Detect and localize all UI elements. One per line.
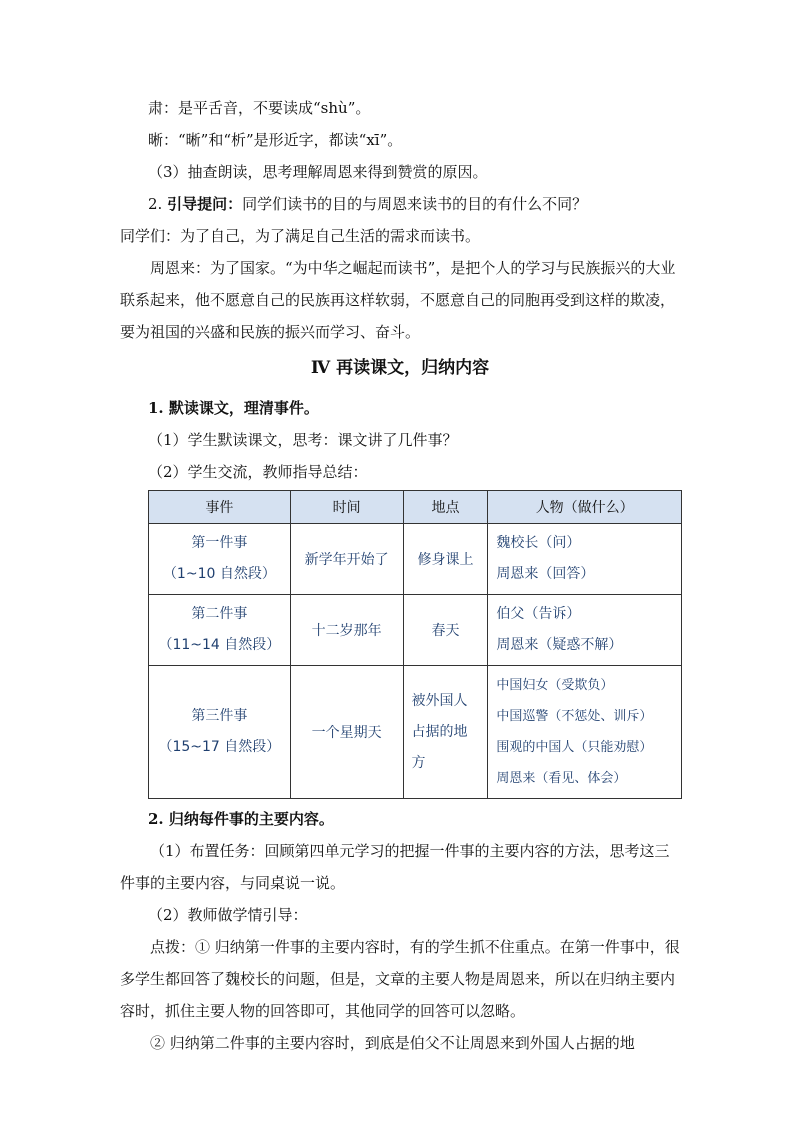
header-place: 地点 <box>403 491 488 524</box>
tip-text: ① 归纳第一件事的主要内容时，有的学生抓不住重点。在第一件事中，很多学生都回答了魏校长的问题，但是，文章的主要人物是周恩来，所以在归纳主要内容时，抓住主要人物的回答即可，其他同学的回答可以忽略。 <box>120 938 680 1020</box>
table-row <box>149 666 682 799</box>
pronunciation-note-su: 肃：是平舌音，不要读成“shù”。 <box>148 99 371 117</box>
event-cell <box>149 524 291 595</box>
part1-step1: （1）学生默读课文，思考：课文讲了几件事？ <box>148 431 458 449</box>
event-cell <box>149 595 291 666</box>
person-entry: 周恩来（疑惑不解） <box>496 637 623 653</box>
people-cell <box>488 595 682 666</box>
event-name: 第二件事 <box>191 606 248 622</box>
event-range: （1~10 自然段） <box>162 566 276 582</box>
part2-tip-1 <box>120 931 680 1027</box>
header-event: 事件 <box>149 491 291 524</box>
part2-step2: （2）教师做学情引导： <box>148 906 308 924</box>
person-entry: 伯父（告诉） <box>496 606 581 622</box>
time-cell: 十二岁那年 <box>290 595 403 666</box>
answer-students: 同学们：为了自己，为了满足自己生活的需求而读书。 <box>120 227 481 245</box>
table-header-row <box>149 491 682 524</box>
place-cell: 被外国人占据的地方 <box>403 666 488 799</box>
part1-heading: 1. 默读课文，理清事件。 <box>148 399 319 417</box>
events-table <box>148 490 682 799</box>
time-cell: 一个星期天 <box>290 666 403 799</box>
header-time: 时间 <box>290 491 403 524</box>
guiding-question-number: 2. <box>148 195 168 213</box>
header-people: 人物（做什么） <box>488 491 682 524</box>
person-entry: 周恩来（看见、体会） <box>496 771 627 786</box>
event-name: 第三件事 <box>191 708 248 724</box>
section-title: Ⅳ 再读课文，归纳内容 <box>310 358 490 378</box>
person-entry: 围观的中国人（只能劝慰） <box>496 740 653 755</box>
table-row <box>149 595 682 666</box>
part2-heading: 2. 归纳每件事的主要内容。 <box>148 810 334 828</box>
guiding-question-text: 同学们读书的目的与周恩来读书的目的有什么不同？ <box>242 195 588 213</box>
person-entry: 周恩来（回答） <box>496 566 595 582</box>
person-entry: 中国巡警（不惩处、训斥） <box>496 709 653 724</box>
document-page <box>120 92 680 1059</box>
guiding-question <box>120 188 680 220</box>
event-name: 第一件事 <box>191 535 248 551</box>
place-cell: 修身课上 <box>403 524 488 595</box>
place-cell: 春天 <box>403 595 488 666</box>
tip-label: 点拨： <box>150 938 196 956</box>
pronunciation-note-xi: 晰：“晰”和“析”是形近字，都读“xī”。 <box>148 131 403 149</box>
part2-tip-2: ② 归纳第二件事的主要内容时，到底是伯父不让周恩来到外国人占据的地 <box>150 1034 635 1052</box>
part2-step1: （1）布置任务：回顾第四单元学习的把握一件事的主要内容的方法，思考这三件事的主要内容，与同桌说一说。 <box>120 842 670 892</box>
people-cell <box>488 524 682 595</box>
table-row <box>149 524 682 595</box>
event-range: （15~17 自然段） <box>158 739 281 755</box>
answer-zhou-enlai: 周恩来：为了国家。“为中华之崛起而读书”，是把个人的学习与民族振兴的大业联系起来，他不愿意自己的民族再这样软弱，不愿意自己的同胞再受到这样的欺凌，要为祖国的兴盛和民族的振兴而学习、奋斗。 <box>120 259 676 341</box>
time-cell: 新学年开始了 <box>290 524 403 595</box>
people-cell <box>488 666 682 799</box>
person-entry: 魏校长（问） <box>496 535 581 551</box>
step-reading-check: （3）抽查朗读，思考理解周恩来得到赞赏的原因。 <box>148 163 488 181</box>
event-range: （11~14 自然段） <box>158 637 281 653</box>
person-entry: 中国妇女（受欺负） <box>496 678 614 693</box>
event-cell <box>149 666 291 799</box>
guiding-question-label: 引导提问： <box>167 195 243 213</box>
part1-step2: （2）学生交流，教师指导总结： <box>148 463 368 481</box>
